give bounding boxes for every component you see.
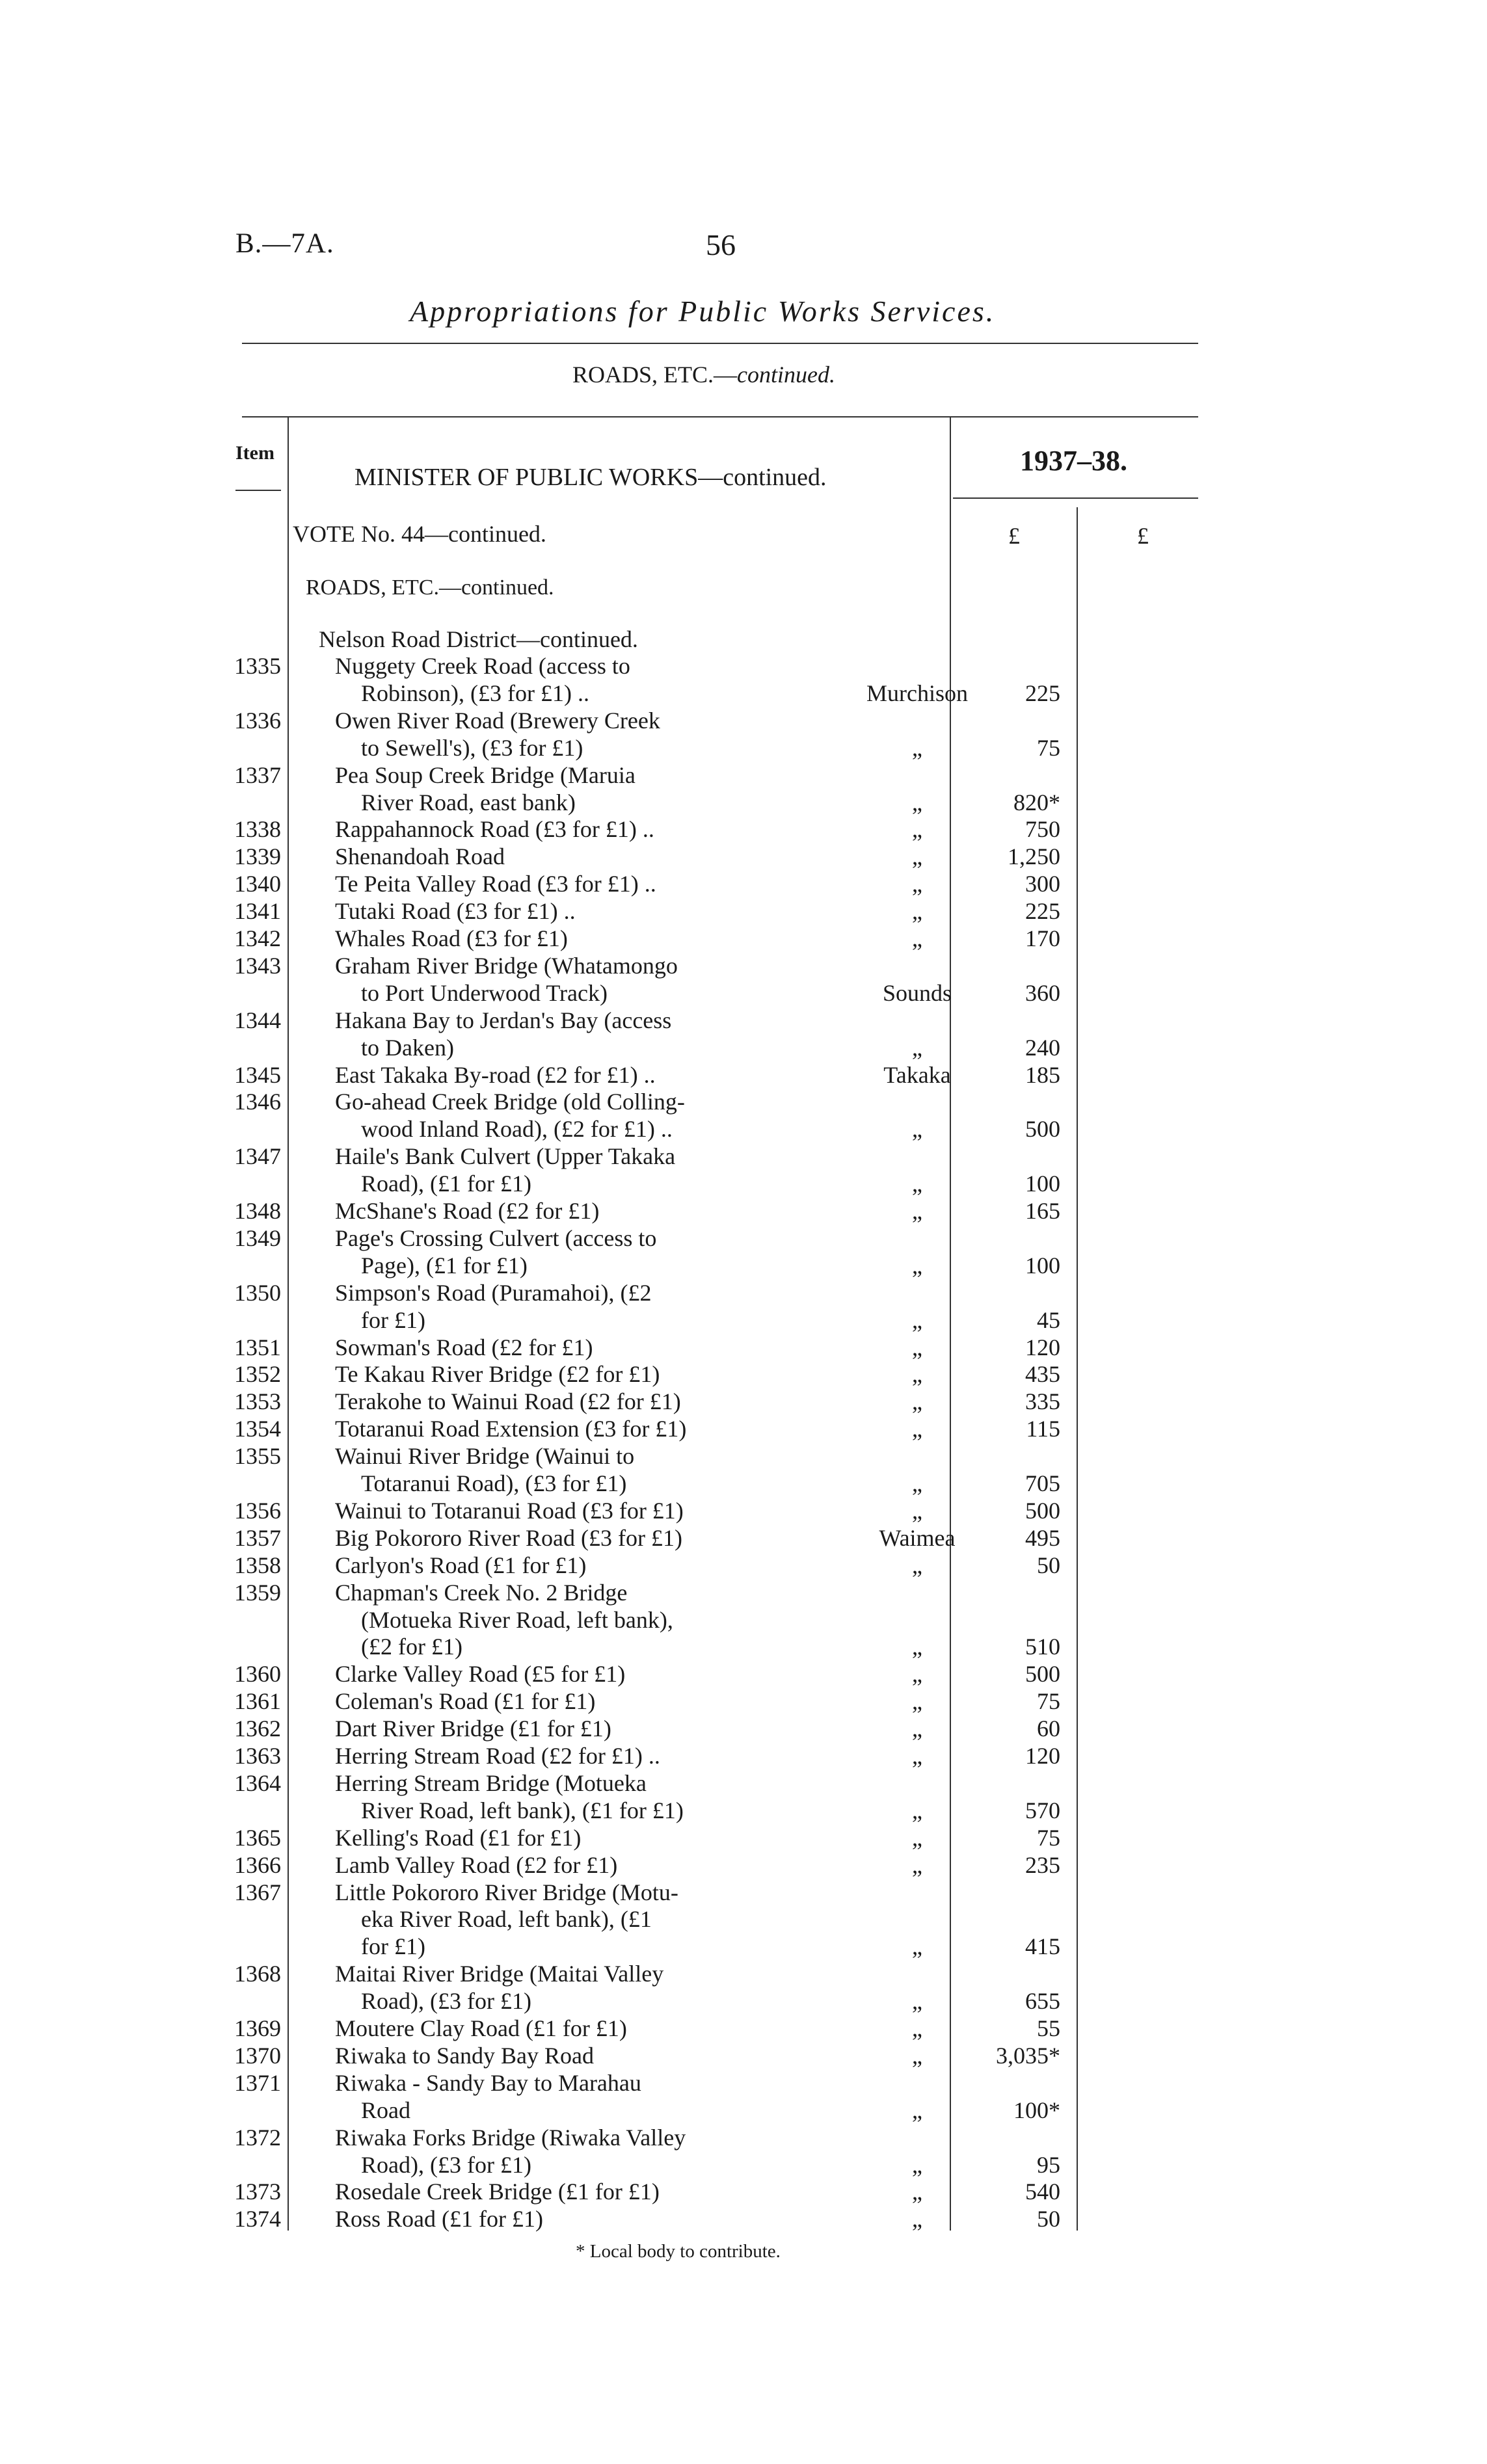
item-location: „ — [912, 1743, 922, 1769]
item-description: Page's Crossing Culvert (access to — [335, 1225, 657, 1251]
item-amount: 500 — [1025, 1116, 1060, 1143]
year-column-header: 1937–38. — [1020, 445, 1127, 477]
item-description: Te Peita Valley Road (£3 for £1) .. — [335, 871, 656, 897]
item-number: 1354 — [234, 1416, 281, 1442]
item-amount: 165 — [1025, 1198, 1060, 1224]
item-number: 1364 — [234, 1769, 281, 1796]
item-location: „ — [912, 925, 922, 951]
item-amount: 225 — [1025, 898, 1060, 925]
item-location: „ — [912, 2097, 922, 2123]
item-location: „ — [912, 2179, 922, 2205]
item-number: 1351 — [234, 1334, 281, 1360]
item-amount: 235 — [1025, 1851, 1060, 1878]
item-amount: 300 — [1025, 871, 1060, 897]
item-number: 1358 — [234, 1552, 281, 1578]
item-location: „ — [912, 1171, 922, 1197]
item-number: 1373 — [234, 2179, 281, 2205]
item-description: Kelling's Road (£1 for £1) — [335, 1824, 582, 1851]
item-number: 1356 — [234, 1497, 281, 1524]
item-amount: 100* — [1013, 2097, 1060, 2123]
item-number: 1371 — [234, 2069, 281, 2096]
item-description: Rappahannock Road (£3 for £1) .. — [335, 816, 654, 843]
item-amount: 360 — [1025, 979, 1060, 1006]
item-description: for £1) — [361, 1306, 425, 1333]
item-amount: 75 — [1037, 1824, 1060, 1851]
item-location: „ — [912, 1334, 922, 1360]
item-description: to Port Underwood Track) — [361, 979, 608, 1006]
item-amount: 510 — [1025, 1634, 1060, 1660]
item-location: „ — [912, 2151, 922, 2178]
item-location: Takaka — [883, 1061, 951, 1088]
item-amount: 820* — [1013, 789, 1060, 815]
item-description: Robinson), (£3 for £1) .. — [361, 680, 589, 706]
item-number: 1343 — [234, 952, 281, 979]
item-number: 1357 — [234, 1524, 281, 1551]
item-number: 1348 — [234, 1198, 281, 1224]
item-location: „ — [912, 734, 922, 761]
item-description: Go-ahead Creek Bridge (old Colling- — [335, 1089, 685, 1115]
item-location: „ — [912, 1824, 922, 1851]
item-description: Coleman's Road (£1 for £1) — [335, 1688, 596, 1715]
item-description: Haile's Bank Culvert (Upper Takaka — [335, 1143, 676, 1170]
item-amount: 335 — [1025, 1388, 1060, 1415]
item-number: 1340 — [234, 871, 281, 897]
item-description: Pea Soup Creek Bridge (Maruia — [335, 762, 636, 788]
item-description: Carlyon's Road (£1 for £1) — [335, 1552, 587, 1578]
section-main: ROADS, ETC.— — [572, 362, 738, 388]
item-description: Wainui to Totaranui Road (£3 for £1) — [335, 1497, 684, 1524]
item-description: Lamb Valley Road (£2 for £1) — [335, 1851, 618, 1878]
item-number: 1370 — [234, 2042, 281, 2069]
item-location: „ — [912, 1388, 922, 1415]
item-column-divider — [288, 416, 289, 2231]
item-amount: 185 — [1025, 1061, 1060, 1088]
pound-symbol-1: £ — [1008, 523, 1020, 549]
item-number: 1361 — [234, 1688, 281, 1715]
item-location: „ — [912, 2206, 922, 2232]
page-title: Appropriations for Public Works Services. — [410, 295, 996, 328]
item-description: Owen River Road (Brewery Creek — [335, 707, 660, 734]
page-number: 56 — [706, 228, 736, 261]
item-description: Wainui River Bridge (Wainui to — [335, 1443, 635, 1470]
item-number: 1365 — [234, 1824, 281, 1851]
item-description: Rosedale Creek Bridge (£1 for £1) — [335, 2179, 660, 2205]
item-description: Sowman's Road (£2 for £1) — [335, 1334, 593, 1360]
item-description: wood Inland Road), (£2 for £1) .. — [361, 1116, 673, 1143]
item-description: Moutere Clay Road (£1 for £1) — [335, 2015, 627, 2041]
item-description: Herring Stream Road (£2 for £1) .. — [335, 1743, 660, 1769]
item-description: Shenandoah Road — [335, 843, 505, 870]
vote-heading: VOTE No. 44—continued. — [293, 521, 546, 547]
item-location: „ — [912, 1552, 922, 1578]
table-top-rule — [242, 416, 1198, 417]
item-amount: 495 — [1025, 1524, 1060, 1551]
item-description: Chapman's Creek No. 2 Bridge — [335, 1579, 628, 1606]
item-amount: 75 — [1037, 734, 1060, 761]
item-number: 1372 — [234, 2124, 281, 2151]
item-description: Road), (£1 for £1) — [361, 1171, 531, 1197]
item-location: „ — [912, 1252, 922, 1278]
item-description: Page), (£1 for £1) — [361, 1252, 528, 1278]
item-location: „ — [912, 1470, 922, 1496]
item-number: 1344 — [234, 1007, 281, 1033]
item-amount: 60 — [1037, 1716, 1060, 1742]
pound-symbol-2: £ — [1137, 523, 1149, 549]
title-rule — [242, 343, 1198, 344]
item-amount: 240 — [1025, 1034, 1060, 1061]
item-amount: 415 — [1025, 1933, 1060, 1960]
item-number: 1349 — [234, 1225, 281, 1251]
item-description: eka River Road, left bank), (£1 — [361, 1906, 652, 1933]
item-number: 1336 — [234, 707, 281, 734]
item-location: „ — [912, 1634, 922, 1660]
item-description: Dart River Bridge (£1 for £1) — [335, 1716, 611, 1742]
item-description: Maitai River Bridge (Maitai Valley — [335, 1961, 664, 1987]
item-location: „ — [912, 1034, 922, 1061]
section-heading — [572, 361, 835, 388]
item-location: „ — [912, 898, 922, 925]
item-amount: 655 — [1025, 1988, 1060, 2015]
item-number: 1352 — [234, 1361, 281, 1388]
item-amount: 540 — [1025, 2179, 1060, 2205]
item-amount: 50 — [1037, 2206, 1060, 2232]
year-underline — [953, 497, 1198, 499]
item-amount: 500 — [1025, 1661, 1060, 1688]
item-amount: 95 — [1037, 2151, 1060, 2178]
district-heading: Nelson Road District—continued. — [319, 626, 638, 652]
item-location: „ — [912, 1416, 922, 1442]
item-amount: 500 — [1025, 1497, 1060, 1524]
item-amount: 225 — [1025, 680, 1060, 706]
item-number: 1339 — [234, 843, 281, 870]
item-amount: 705 — [1025, 1470, 1060, 1496]
item-location: „ — [912, 1933, 922, 1960]
minister-heading: MINISTER OF PUBLIC WORKS—continued. — [355, 464, 827, 491]
item-number: 1346 — [234, 1089, 281, 1115]
item-description: Ross Road (£1 for £1) — [335, 2206, 543, 2232]
item-amount: 1,250 — [1008, 843, 1060, 870]
item-amount: 570 — [1025, 1797, 1060, 1823]
item-number: 1369 — [234, 2015, 281, 2041]
item-amount: 55 — [1037, 2015, 1060, 2041]
item-location: Sounds — [882, 979, 952, 1006]
item-description: Totaranui Road), (£3 for £1) — [361, 1470, 627, 1496]
item-description: Little Pokororo River Bridge (Motu- — [335, 1879, 678, 1905]
item-location: „ — [912, 1716, 922, 1742]
item-number: 1337 — [234, 762, 281, 788]
item-number: 1363 — [234, 1743, 281, 1769]
item-description: to Daken) — [361, 1034, 454, 1061]
item-number: 1359 — [234, 1579, 281, 1606]
item-location: „ — [912, 2015, 922, 2041]
item-description: Nuggety Creek Road (access to — [335, 653, 630, 679]
item-description: Clarke Valley Road (£5 for £1) — [335, 1661, 626, 1688]
item-amount: 170 — [1025, 925, 1060, 951]
roads-subheading: ROADS, ETC.—continued. — [306, 576, 554, 600]
item-location: „ — [912, 1198, 922, 1224]
item-description: Graham River Bridge (Whatamongo — [335, 952, 678, 979]
item-description: River Road, left bank), (£1 for £1) — [361, 1797, 684, 1823]
item-location: „ — [912, 1688, 922, 1715]
item-number: 1374 — [234, 2206, 281, 2232]
item-location: „ — [912, 1497, 922, 1524]
item-description: for £1) — [361, 1933, 425, 1960]
item-number: 1360 — [234, 1661, 281, 1688]
item-location: „ — [912, 1988, 922, 2015]
item-location: „ — [912, 1306, 922, 1333]
item-location: Murchison — [866, 680, 968, 706]
item-number: 1342 — [234, 925, 281, 951]
item-amount: 75 — [1037, 1688, 1060, 1715]
item-number: 1366 — [234, 1851, 281, 1878]
item-location: „ — [912, 1851, 922, 1878]
item-number: 1367 — [234, 1879, 281, 1905]
section-continued: continued. — [737, 362, 835, 388]
item-description: Riwaka - Sandy Bay to Marahau — [335, 2069, 641, 2096]
item-description: Tutaki Road (£3 for £1) .. — [335, 898, 576, 925]
item-location: „ — [912, 1661, 922, 1688]
item-description: Big Pokororo River Road (£3 for £1) — [335, 1524, 682, 1551]
item-description: Simpson's Road (Puramahoi), (£2 — [335, 1279, 652, 1306]
item-description: Te Kakau River Bridge (£2 for £1) — [335, 1361, 660, 1388]
item-description: Terakohe to Wainui Road (£2 for £1) — [335, 1388, 681, 1415]
item-location: „ — [912, 816, 922, 843]
item-location: „ — [912, 843, 922, 870]
page-reference: B.—7A. — [235, 228, 334, 259]
item-column-header: Item — [235, 442, 275, 464]
item-number: 1368 — [234, 1961, 281, 1987]
item-amount: 435 — [1025, 1361, 1060, 1388]
item-description: (£2 for £1) — [361, 1634, 462, 1660]
year-column-divider — [1077, 507, 1078, 2231]
item-number: 1345 — [234, 1061, 281, 1088]
item-description: Hakana Bay to Jerdan's Bay (access — [335, 1007, 672, 1033]
item-location: „ — [912, 1797, 922, 1823]
item-location: „ — [912, 2042, 922, 2069]
item-amount: 100 — [1025, 1252, 1060, 1278]
item-number: 1335 — [234, 653, 281, 679]
item-description: Whales Road (£3 for £1) — [335, 925, 568, 951]
item-amount: 120 — [1025, 1743, 1060, 1769]
item-number: 1338 — [234, 816, 281, 843]
item-location: „ — [912, 789, 922, 815]
item-description: Riwaka Forks Bridge (Riwaka Valley — [335, 2124, 686, 2151]
item-number: 1362 — [234, 1716, 281, 1742]
item-amount: 115 — [1026, 1416, 1060, 1442]
item-amount: 750 — [1025, 816, 1060, 843]
item-amount: 100 — [1025, 1171, 1060, 1197]
item-amount: 120 — [1025, 1334, 1060, 1360]
footnote: * Local body to contribute. — [576, 2241, 781, 2262]
item-description: River Road, east bank) — [361, 789, 576, 815]
item-amount: 50 — [1037, 1552, 1060, 1578]
item-location: Waimea — [879, 1524, 956, 1551]
item-description: (Motueka River Road, left bank), — [361, 1606, 673, 1633]
item-description: Road), (£3 for £1) — [361, 1988, 531, 2015]
item-number: 1353 — [234, 1388, 281, 1415]
item-description: Riwaka to Sandy Bay Road — [335, 2042, 594, 2069]
item-description: Road — [361, 2097, 410, 2123]
item-amount: 45 — [1037, 1306, 1060, 1333]
item-number: 1341 — [234, 898, 281, 925]
item-description: McShane's Road (£2 for £1) — [335, 1198, 600, 1224]
item-underline — [235, 490, 281, 491]
item-description: East Takaka By-road (£2 for £1) .. — [335, 1061, 656, 1088]
item-number: 1355 — [234, 1443, 281, 1470]
item-description: Totaranui Road Extension (£3 for £1) — [335, 1416, 687, 1442]
item-description: Herring Stream Bridge (Motueka — [335, 1769, 647, 1796]
item-number: 1347 — [234, 1143, 281, 1170]
item-description: Road), (£3 for £1) — [361, 2151, 531, 2178]
item-location: „ — [912, 871, 922, 897]
item-description: to Sewell's), (£3 for £1) — [361, 734, 583, 761]
item-location: „ — [912, 1361, 922, 1388]
item-amount: 3,035* — [996, 2042, 1060, 2069]
item-location: „ — [912, 1116, 922, 1143]
item-number: 1350 — [234, 1279, 281, 1306]
